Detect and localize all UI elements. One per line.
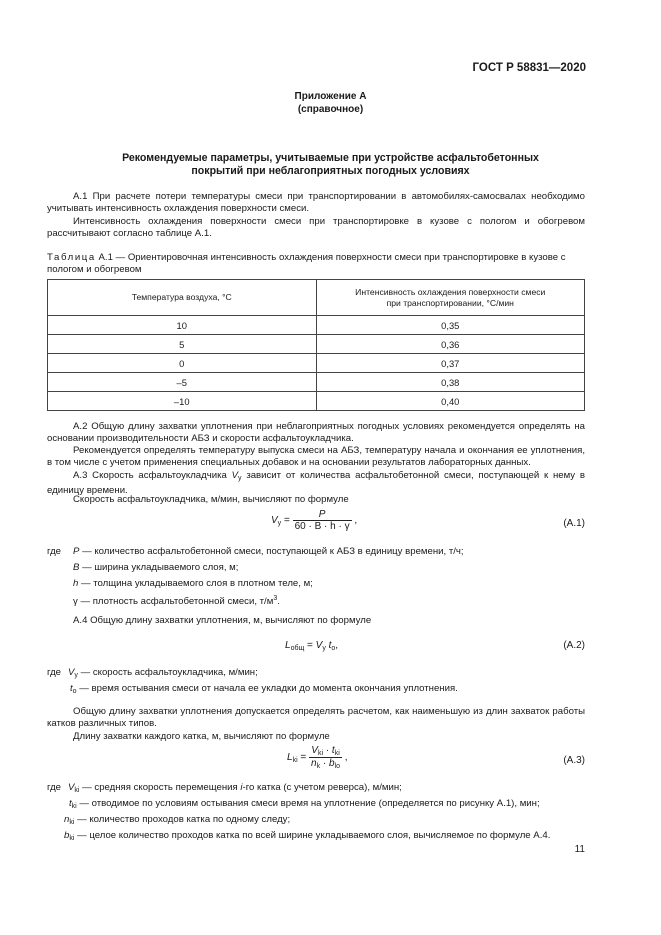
legend-symbol: γ <box>73 596 78 607</box>
formula-a1-fraction <box>293 509 352 532</box>
table-header-intensity <box>316 280 585 316</box>
formula-a1-equals: = <box>283 515 290 527</box>
legend-sub: у <box>74 672 78 679</box>
legend-text: — отводимое по условиям остывания смеси время на уплотнение (определяется по рисунку А.1), мин; <box>79 798 540 809</box>
legend-symbol: B <box>73 562 80 573</box>
legend-a2-item <box>70 683 458 698</box>
table-header-intensity-line1: Интенсивность охлаждения поверхности смеси <box>355 286 546 297</box>
legend-sup: 3 <box>273 595 278 602</box>
legend-a3-item <box>64 830 550 845</box>
legend-text: — количество асфальтобетонной смеси, поступающей к АБЗ в единицу времени, т/ч; <box>82 546 464 557</box>
table-row <box>48 335 585 354</box>
speed-formula-intro: Скорость асфальтоукладчика, м/мин, вычисляют по формуле <box>73 494 349 505</box>
formula-a3-number: (А.3) <box>563 755 585 766</box>
table-row <box>48 316 585 335</box>
legend-sub: ki <box>69 835 75 842</box>
annex-subtitle: (справочное) <box>297 104 364 115</box>
table-cell-rate: 0,35 <box>316 316 585 335</box>
table-header-intensity-line2: при транспортировании, °С/мин <box>386 297 514 308</box>
formula-a1-numerator: P <box>293 509 352 521</box>
table-row <box>48 373 585 392</box>
annex-title: Приложение А <box>294 91 367 102</box>
formula-a1-lhs-sub: у <box>277 520 282 528</box>
formula-a2-v-sub: у <box>322 645 326 652</box>
table-header-temperature: Температура воздуха, °С <box>48 280 317 316</box>
formula-a3-den-dot: · <box>322 758 327 769</box>
formula-a3-den-b-sub: lo <box>334 763 341 770</box>
legend-sub: ki <box>71 803 77 810</box>
legend-text: — количество проходов катка по одному следу; <box>77 814 291 825</box>
formula-a3-num-v-sub: ki <box>317 750 324 757</box>
formula-a1-denominator: 60 · B · h · γ <box>294 521 350 532</box>
legend-symbol: t <box>70 683 73 694</box>
formula-a3-den-n-sub: k <box>316 763 321 770</box>
legend-symbol: h <box>73 578 79 589</box>
legend-italic-i: i <box>240 782 243 793</box>
legend-sub: о <box>72 688 77 695</box>
paragraph-intensity: Интенсивность охлаждения поверхности смеси при транспортировке в кузове с пологом и обогревом рассчитывают согласно таблице А.1. <box>47 216 585 240</box>
table-cell-rate: 0,36 <box>316 335 585 354</box>
formula-a3-num-t: t <box>331 745 335 756</box>
table-caption-word: Таблица <box>47 252 96 263</box>
legend-symbol: P <box>73 546 80 557</box>
legend-symbol: t <box>69 798 72 809</box>
formula-a3-num-v: V <box>311 745 318 756</box>
a3-sub: у <box>238 475 242 482</box>
formula-a3-equals: = <box>300 752 307 764</box>
formula-a3-trail: , <box>344 752 348 764</box>
formula-a3-denominator <box>309 758 342 770</box>
table-caption <box>47 252 587 277</box>
paragraph-recommend: Рекомендуется определять температуру выпуска смеси на АБЗ, температуру начала и окончания ее уплотнения, в том числе с учетом применения специальных добавок и на основании результатов лабораторных данных. <box>47 445 585 469</box>
legend-a1-item <box>73 593 280 608</box>
formula-a2-v: V <box>315 640 323 651</box>
formula-a1 <box>271 509 357 532</box>
formula-a2-t: t <box>328 640 332 651</box>
legend-text: — скорость асфальтоукладчика, м/мин; <box>80 667 258 678</box>
formula-a2-number: (А.2) <box>563 640 585 651</box>
formula-a3-num-dot: · <box>325 745 330 756</box>
legend-a2-item <box>68 667 258 682</box>
paragraph-general-length: Общую длину захватки уплотнения допускается определять расчетом, как наименьшую из длин захваток работы катков различных типов. <box>47 706 585 730</box>
table-cell-rate: 0,37 <box>316 354 585 373</box>
formula-a1-trail: , <box>354 515 358 527</box>
legend-a3-where: где <box>47 782 62 793</box>
legend-text: — целое количество проходов катка по всей ширине укладываемого слоя, вычисляемое по формуле А.4. <box>77 830 551 841</box>
formula-a3-num-t-sub: ki <box>334 750 340 757</box>
formula-a3 <box>287 745 348 770</box>
legend-a1-item <box>73 546 464 558</box>
legend-symbol: V <box>68 667 75 678</box>
formula-a2-t-sub: о <box>331 645 336 652</box>
table-cell-rate: 0,40 <box>316 392 585 411</box>
a3-start: А.3 Скорость асфальтоукладчика <box>73 470 227 481</box>
a3-var: V <box>231 470 239 481</box>
a3-end: зависит от количества асфальтобетонной смеси, поступающей к нему в единицу времени. <box>47 470 585 497</box>
paragraph-a2: А.2 Общую длину захватки уплотнения при неблагоприятных погодных условиях рекомендуется определять на основании производительности АБЗ и скорости асфальтоукладчика. <box>47 421 585 445</box>
legend-text: — плотность асфальтобетонной смеси, т/м <box>80 596 274 607</box>
page-number: 11 <box>574 844 585 855</box>
legend-a2-where: где <box>47 667 62 678</box>
legend-text: — время остывания смеси от начала ее укладки до момента окончания уплотнения. <box>79 683 458 694</box>
table-row <box>48 354 585 373</box>
table-cell-temperature: 10 <box>48 316 317 335</box>
formula-a3-lhs-sub: ki <box>292 757 298 765</box>
legend-a1-item <box>73 562 238 574</box>
table-cell-temperature: –5 <box>48 373 317 392</box>
legend-symbol: n <box>64 814 70 825</box>
formula-a2-trail: , <box>335 640 339 651</box>
legend-text: — толщина укладываемого слоя в плотном теле, м; <box>81 578 313 589</box>
legend-text: — средняя скорость перемещения <box>82 782 238 793</box>
formula-a2 <box>285 640 338 652</box>
table-cell-temperature: 5 <box>48 335 317 354</box>
table-caption-text: А.1 — Ориентировочная интенсивность охлаждения поверхности смеси при транспортировке в кузове с пологом и обогревом <box>47 252 566 276</box>
legend-sub: ki <box>69 819 75 826</box>
paragraph-a4: А.4 Общую длину захватки уплотнения, м, вычисляют по формуле <box>73 615 372 626</box>
legend-a1-where: где <box>47 546 62 557</box>
legend-a3-item <box>68 782 402 797</box>
formula-a2-equals: = <box>307 640 313 651</box>
formula-a3-den-n: n <box>311 758 317 769</box>
paragraph-a1: А.1 При расчете потери температуры смеси при транспортировании в автомобилях-самосвалах необходимо учитывать интенсивность охлаждения поверхности смеси. <box>47 191 585 215</box>
formula-a3-fraction <box>309 745 342 770</box>
legend-a3-item <box>69 798 540 813</box>
table-cell-temperature: –10 <box>48 392 317 411</box>
section-heading-line2: покрытий при неблагоприятных погодных условиях <box>191 165 470 177</box>
formula-a1-number: (А.1) <box>563 518 585 529</box>
section-heading-line1: Рекомендуемые параметры, учитываемые при устройстве асфальтобетонных <box>122 152 539 164</box>
legend-sub: ki <box>74 787 80 794</box>
legend-text-b: -го катка (с учетом реверса), м/мин; <box>242 782 402 793</box>
legend-symbol: V <box>68 782 75 793</box>
table-cell-temperature: 0 <box>48 354 317 373</box>
legend-a1-item <box>73 578 313 590</box>
formula-a3-lhs: L <box>287 752 293 764</box>
cooling-intensity-table <box>47 279 585 411</box>
legend-a3-item <box>64 814 290 829</box>
paragraph-each-roller: Длину захватки каждого катка, м, вычисляют по формуле <box>73 731 330 742</box>
section-heading <box>0 152 661 178</box>
table-cell-rate: 0,38 <box>316 373 585 392</box>
formula-a3-numerator <box>309 745 342 758</box>
formula-a3-den-b: b <box>329 758 335 769</box>
document-standard-number: ГОСТ Р 58831—2020 <box>472 62 586 74</box>
table-row <box>48 392 585 411</box>
formula-a1-lhs: V <box>271 515 278 527</box>
legend-symbol: b <box>64 830 70 841</box>
legend-tail: . <box>277 596 280 607</box>
formula-a2-lhs: L <box>285 640 291 651</box>
formula-a2-lhs-sub: общ <box>290 645 305 652</box>
legend-text: — ширина укладываемого слоя, м; <box>82 562 239 573</box>
table-header-row <box>48 280 585 316</box>
